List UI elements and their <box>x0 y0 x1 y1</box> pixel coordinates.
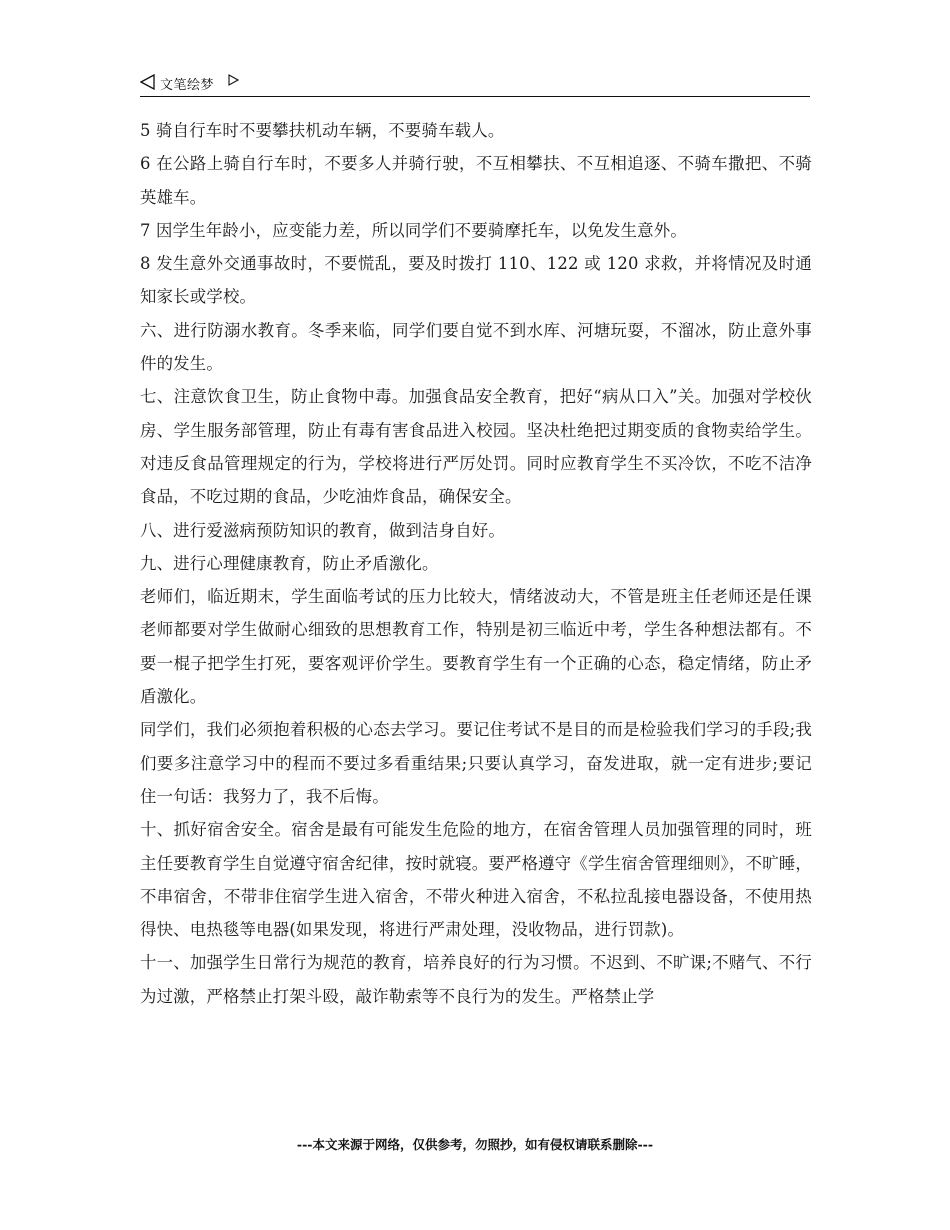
paragraph: 九、进行心理健康教育，防止矛盾激化。 <box>140 553 439 573</box>
triangle-right-icon <box>228 74 239 86</box>
triangle-left-icon <box>140 74 156 90</box>
paragraph: 八、进行爱滋病预防知识的教育，做到洁身自好。 <box>140 520 505 540</box>
paragraph: 同学们，我们必须抱着积极的心态去学习。要记住考试不是目的而是检验我们学习的手段;我们要多注意学习中的程而不要过多看重结果;只要认真学习，奋发进取，就一定有进步;要记住一句话：我努力了，我不后悔。 <box>140 720 812 806</box>
page-header <box>140 70 810 97</box>
header-title: 文笔绘梦 <box>160 78 215 93</box>
paragraph: 老师们，临近期末，学生面临考试的压力比较大，情绪波动大，不管是班主任老师还是任课老师都要对学生做耐心细致的思想教育工作，特别是初三临近中考，学生各种想法都有。不要一棍子把学生打死，要客观评价学生。要教育学生有一个正确的心态，稳定情绪，防止矛盾激化。 <box>140 587 812 707</box>
paragraph: 6 在公路上骑自行车时，不要多人并骑行驶，不互相攀扶、不互相追逐、不骑车撒把、不骑英雄车。 <box>140 154 812 207</box>
paragraph: 十、抓好宿舍安全。宿舍是最有可能发生危险的地方，在宿舍管理人员加强管理的同时，班主任要教育学生自觉遵守宿舍纪律，按时就寝。要严格遵守《学生宿舍管理细则》，不旷睡，不串宿舍，不带非住宿学生进入宿舍，不带火种进入宿舍，不私拉乱接电器设备，不使用热得快、电热毯等电器(如果发现，将进行严肃处理，没收物品，进行罚款)。 <box>140 820 813 940</box>
paragraph: 8 发生意外交通事故时，不要慌乱，要及时拨打 110、122 或 120 求救，并将情况及时通知家长或学校。 <box>140 254 812 307</box>
paragraph: 七、注意饮食卫生，防止食物中毒。加强食品安全教育，把好“病从口入”关。加强对学校伙房、学生服务部管理，防止有毒有害食品进入校园。坚决杜绝把过期变质的食物卖给学生。对违反食品管理规定的行为，学校将进行严厉处罚。同时应教育学生不买冷饮，不吃不洁净食品，不吃过期的食品，少吃油炸食品，确保安全。 <box>140 387 812 507</box>
paragraph: 7 因学生年龄小，应变能力差，所以同学们不要骑摩托车，以免发生意外。 <box>140 220 687 240</box>
paragraph: 5 骑自行车时不要攀扶机动车辆，不要骑车载人。 <box>140 121 505 140</box>
page-footer-disclaimer: ---本文来源于网络，仅供参考，勿照抄，如有侵权请联系删除--- <box>296 1137 654 1152</box>
paragraph: 六、进行防溺水教育。冬季来临，同学们要自觉不到水库、河塘玩耍，不溜冰，防止意外事件的发生。 <box>140 320 812 374</box>
document-body <box>140 114 812 1013</box>
paragraph: 十一、加强学生日常行为规范的教育，培养良好的行为习惯。不迟到、不旷课;不赌气、不行为过激，严格禁止打架斗殴，敲诈勒索等不良行为的发生。严格禁止学 <box>140 953 812 1006</box>
